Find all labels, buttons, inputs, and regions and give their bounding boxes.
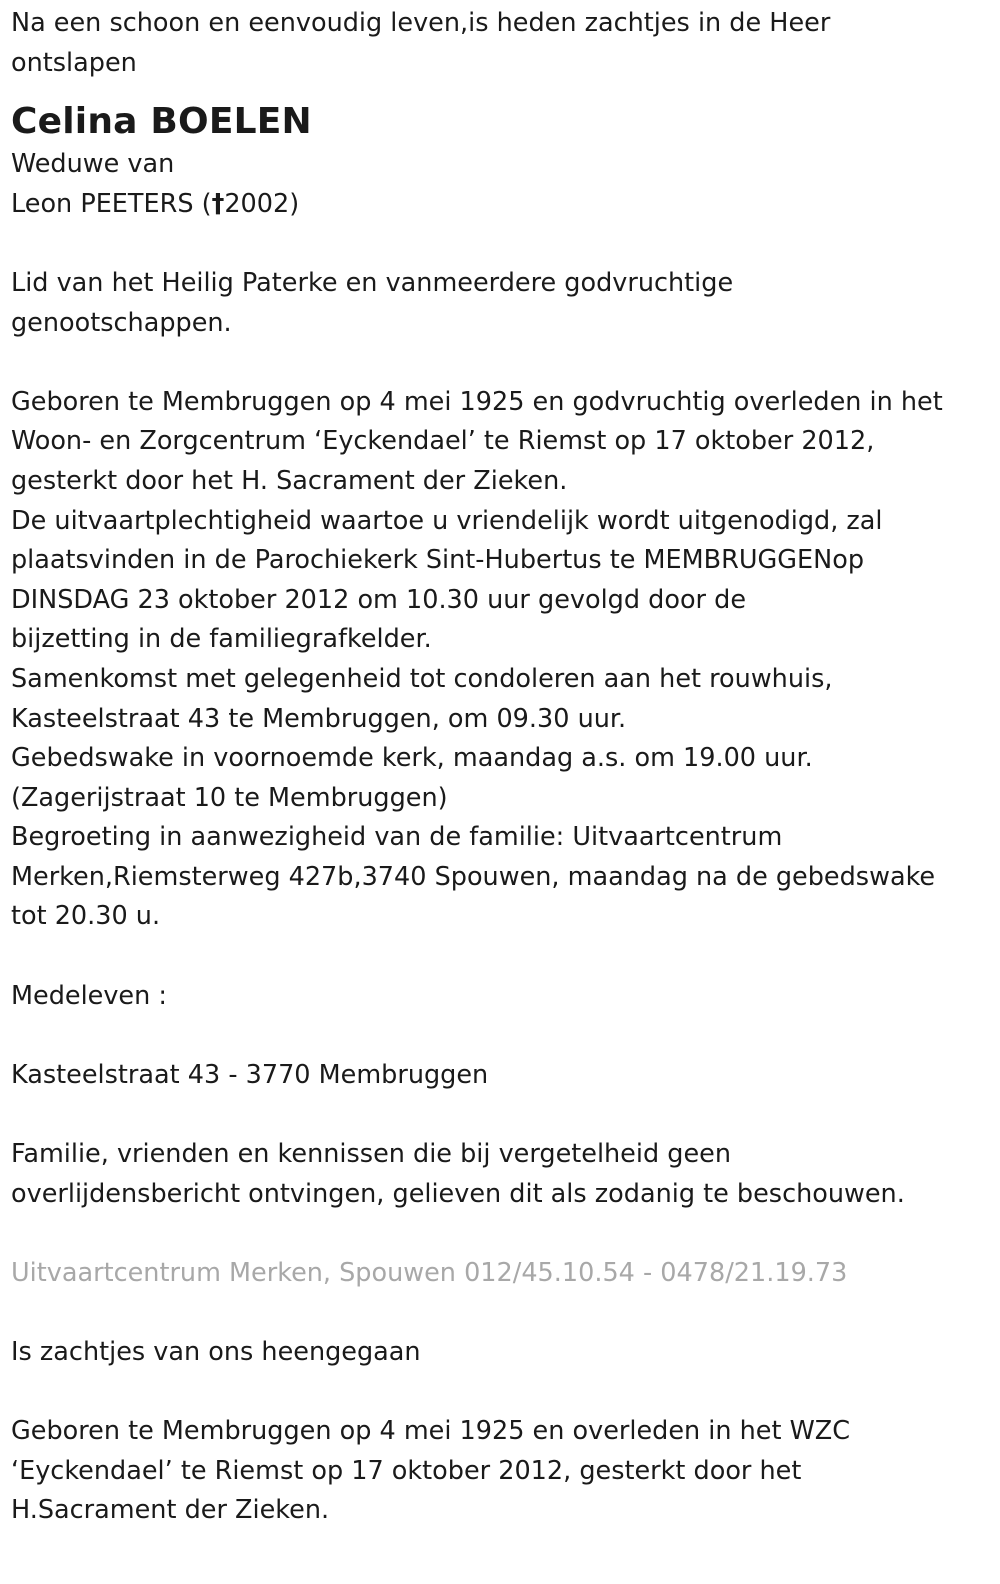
cross-icon: †	[211, 188, 225, 219]
details-line: Kasteelstraat 43 te Membruggen, om 09.30 uur.	[11, 703, 627, 734]
notice-line: Familie, vrienden en kennissen die bij vergetelheid geen	[11, 1139, 731, 1170]
spacer	[11, 224, 986, 264]
details-line: Gebedswake in voornoemde kerk, maandag a.s. om 19.00 uur.	[11, 743, 813, 774]
condolence-label: Medeleven :	[11, 980, 167, 1011]
spacer	[11, 937, 986, 977]
spouse-info	[11, 145, 986, 224]
details-line: Begroeting in aanwezigheid van de familie: Uitvaartcentrum	[11, 822, 783, 853]
spouse-death-year: 2002)	[224, 188, 300, 219]
spouse-name-line	[11, 185, 986, 225]
membership-line: Lid van het Heilig Paterke en vanmeerdere godvruchtige	[11, 267, 734, 298]
closing-text	[11, 1412, 986, 1531]
details-line: (Zagerijstraat 10 te Membruggen)	[11, 782, 448, 813]
details-line: Merken,Riemsterweg 427b,3740 Spouwen, maandag na de gebedswake	[11, 861, 936, 892]
spouse-line: Weduwe van	[11, 149, 175, 180]
details-line: De uitvaartplechtigheid waartoe u vriendelijk wordt uitgenodigd, zal	[11, 505, 883, 536]
condolence-address: Kasteelstraat 43 - 3770 Membruggen	[11, 1059, 489, 1090]
details-line: DINSDAG 23 oktober 2012 om 10.30 uur gevolgd door de	[11, 584, 747, 615]
details-line: Woon- en Zorgcentrum ‘Eyckendael’ te Riemst op 17 oktober 2012,	[11, 426, 875, 457]
closing-line: ‘Eyckendael’ te Riemst op 17 oktober 2012, gesterkt door het	[11, 1455, 802, 1486]
spacer	[11, 1095, 986, 1135]
deceased-name: Celina BOELEN	[11, 101, 312, 143]
membership-text	[11, 264, 986, 343]
details-line: Samenkomst met gelegenheid tot condoleren aan het rouwhuis,	[11, 663, 833, 694]
spacer	[11, 1016, 986, 1056]
details-line: tot 20.30 u.	[11, 901, 161, 932]
notice-text	[11, 1135, 986, 1214]
details-text	[11, 383, 986, 937]
intro-line: ontslapen	[11, 47, 137, 78]
funeral-home-contact: Uitvaartcentrum Merken, Spouwen 012/45.10.54 - 0478/21.19.73	[11, 1257, 848, 1288]
membership-line: genootschappen.	[11, 307, 232, 338]
details-line: plaatsvinden in de Parochiekerk Sint-Hubertus te MEMBRUGGENop	[11, 545, 865, 576]
spouse-name: Leon PEETERS (	[11, 188, 212, 219]
closing-line: H.Sacrament der Zieken.	[11, 1495, 330, 1526]
spacer	[11, 1293, 986, 1333]
intro-text	[11, 4, 986, 83]
intro-line: Na een schoon en eenvoudig leven,is heden zachtjes in de Heer	[11, 8, 831, 38]
spacer	[11, 1373, 986, 1413]
obituary-document	[11, 4, 986, 1531]
passed-away-heading: Is zachtjes van ons heengegaan	[11, 1337, 421, 1367]
spacer	[11, 1214, 986, 1254]
details-line: gesterkt door het H. Sacrament der Zieken.	[11, 465, 568, 496]
spacer	[11, 343, 986, 383]
closing-line: Geboren te Membruggen op 4 mei 1925 en overleden in het WZC	[11, 1416, 851, 1447]
notice-line: overlijdensbericht ontvingen, gelieven dit als zodanig te beschouwen.	[11, 1178, 905, 1209]
details-line: Geboren te Membruggen op 4 mei 1925 en godvruchtig overleden in het	[11, 386, 943, 417]
details-line: bijzetting in de familiegrafkelder.	[11, 624, 432, 655]
